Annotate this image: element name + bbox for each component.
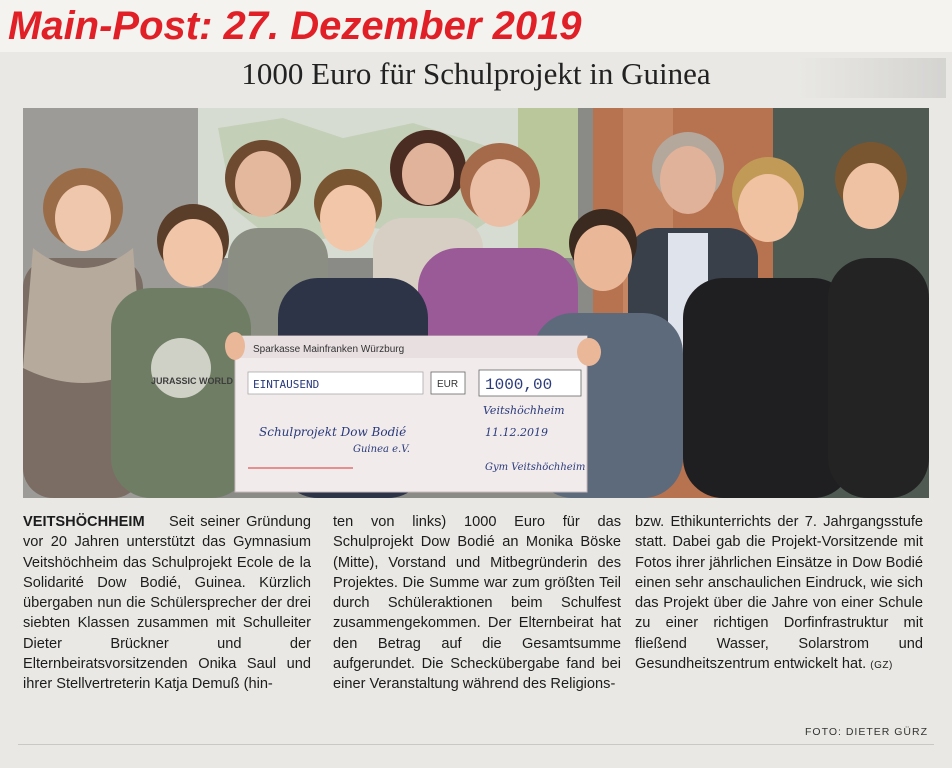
source-label: Main-Post: 27. Dezember 2019 <box>8 4 582 48</box>
article-text-col2: ten von links) 1000 Euro für das Schulprojekt Dow Bodié an Monika Böske (Mitte), Vorstand und Mitbegründerin des Projektes. Die Summe war zum größten Teil durch Schüleraktionen beim Schulfest zusammengekommen. Der Elternbeirat hat den Betrag auf die Gesamtsumme aufgerundet. Die Scheckübergabe fand bei einer Veranstaltung während des Religions- <box>333 514 621 693</box>
cheque-place: Veitshöchheim <box>483 404 565 417</box>
author-signature: (GZ) <box>870 660 893 672</box>
cheque-amount: 1000,00 <box>485 376 553 394</box>
article-photo <box>23 108 929 498</box>
cheque-payee-line2: Guinea e.V. <box>353 444 410 455</box>
shirt-print: JURASSIC WORLD <box>151 376 234 386</box>
article-dateline: VEITSHÖCHHEIM <box>23 514 145 530</box>
cheque <box>235 336 587 492</box>
group-photo-illustration <box>23 108 929 498</box>
cheque-currency: EUR <box>437 379 459 390</box>
photo-credit: FOTO: DIETER GÜRZ <box>805 726 928 738</box>
cheque-payee-line1: Schulprojekt Dow Bodié <box>259 425 407 439</box>
cheque-amount-words: EINTAUSEND <box>253 378 320 391</box>
cheque-signature: Gym Veitshöchheim <box>485 462 586 473</box>
article-body <box>23 512 929 722</box>
article-column-1 <box>23 512 311 695</box>
source-banner <box>0 0 952 52</box>
cheque-bank: Sparkasse Mainfranken Würzburg <box>253 344 405 355</box>
cheque-date: 11.12.2019 <box>485 426 548 439</box>
article-text-col3: bzw. Ethikunterrichts der 7. Jahrgangsstufe statt. Dabei gab die Projekt-Vorsitzende mit Fotos ihrer jährlichen Einsätze in Dow Bodié einen sehr anschaulichen Eindruck, wie sich das Projekt über die Jahre von einer Schule zu einer richtigen Dorfinfrastruktur mit fließend Wasser, Solarstrom und Gesundheitszentrum entwickelt hat. <box>635 514 923 673</box>
article-headline: 1000 Euro für Schulprojekt in Guinea <box>241 56 711 91</box>
page-rule <box>18 744 934 745</box>
article-column-2 <box>333 512 621 695</box>
article-column-3 <box>635 512 923 676</box>
article-text-col1: Seit seiner Gründung vor 20 Jahren unterstützt das Gymnasium Veitshöchheim das Schulprojekt Ecole de la Solidarité Dow Bodié, Guinea. Kürzlich übergaben nun die Schülersprecher der drei siebten Klassen zusammen mit Schulleiter Dieter Brückner und der Elternbeiratsvorsitzenden Onika Saul und ihrer Stellvertreterin Katja Demuß (hin- <box>23 514 311 693</box>
